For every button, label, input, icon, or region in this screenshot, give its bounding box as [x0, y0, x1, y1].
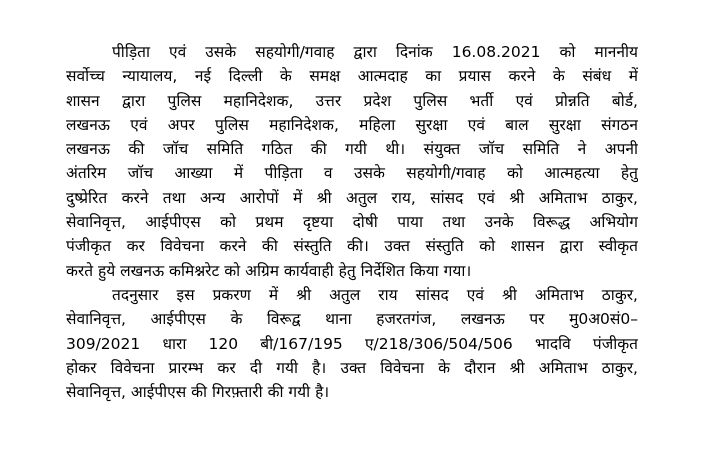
text-line: लखनऊ की जॉच समिति गठित की गयी थी। संयुक्त जॉच समिति ने अपनी: [66, 140, 638, 159]
text-line: सेवानिवृत्त, आईपीएस को प्रथम दृष्टया दोषी पाया तथा उनके विरूद्ध अभियोग: [66, 213, 638, 232]
document-body: [66, 40, 638, 404]
paragraph-2: [66, 283, 638, 404]
text-line: अंतरिम जॉच आख्या में पीड़िता व उसके सहयोगी/गवाह को आत्महत्या हेतु: [66, 164, 638, 183]
text-line: सर्वोच्च न्यायालय, नई दिल्ली के समक्ष आत्मदाह का प्रयास करने के संबंध में: [66, 67, 638, 86]
text-line: सेवानिवृत्त, आईपीएस के विरूद्व थाना हजरतगंज, लखनऊ पर मु0अ0सं0–: [66, 310, 638, 329]
text-line: शासन द्वारा पुलिस महानिदेशक, उत्तर प्रदेश पुलिस भर्ती एवं प्रोन्नति बोर्ड,: [66, 91, 638, 110]
text-line: पीड़िता एवं उसके सहयोगी/गवाह द्वारा दिनांक 16.08.2021 को माननीय: [112, 43, 638, 61]
text-line: सेवानिवृत्त, आईपीएस की गिरफ़्तारी की गयी है।: [66, 383, 330, 402]
text-line: करते हुये लखनऊ कमिश्नरेट को अग्रिम कार्यवाही हेतु निर्देशित किया गया।: [66, 261, 472, 280]
text-line: दुष्प्रेरित करने तथा अन्य आरोपों में श्री अतुल राय, सांसद एवं श्री अमिताभ ठाकुर,: [66, 188, 638, 207]
text-line: होकर विवेचना प्रारम्भ कर दी गयी है। उक्त विवेचना के दौरान श्री अमिताभ ठाकुर,: [66, 358, 638, 377]
paragraph-1: [66, 40, 638, 283]
text-line: पंजीकृत कर विवेचना करने की संस्तुति की। उक्त संस्तुति को शासन द्वारा स्वीकृत: [66, 237, 638, 256]
text-line: 309/2021 धारा 120 बी/167/195 ए/218/306/504/506 भादवि पंजीकृत: [66, 334, 638, 353]
text-line: लखनऊ एवं अपर पुलिस महानिदेशक, महिला सुरक्षा एवं बाल सुरक्षा संगठन: [66, 115, 638, 134]
text-line: तदनुसार इस प्रकरण में श्री अतुल राय सांसद एवं श्री अमिताभ ठाकुर,: [112, 285, 638, 304]
